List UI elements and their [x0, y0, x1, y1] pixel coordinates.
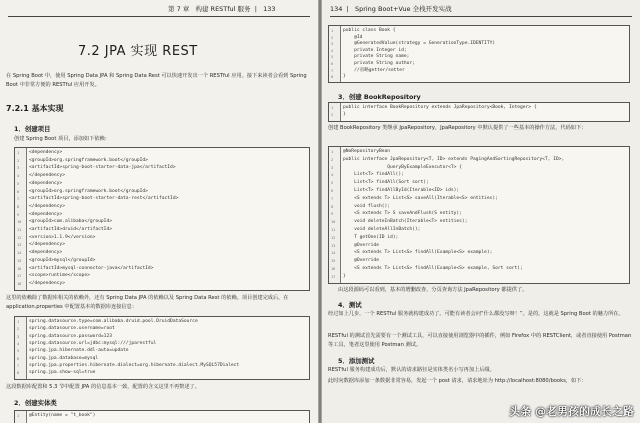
line-number: 8 — [17, 204, 20, 209]
line-number: 2 — [331, 35, 334, 40]
header-book-title: Spring Boot+Vue 全栈开发实战 — [354, 5, 452, 13]
watermark: 头条 @老男孩的成长之路 — [509, 405, 634, 418]
code-line: <S extends T> S saveAndFlush(S entity); — [343, 211, 462, 217]
properties-note: 这段数据库配置和 5.3 节中配置 JPA 的信息基本一致，配置的含义这里不再赘述了。 — [6, 384, 200, 390]
code-line: spring.jpa.hibernate.ddl-auto=update — [29, 348, 129, 354]
code-line: <scope>runtime</scope> — [29, 273, 90, 279]
code-line: <S extends T> List<S> findAll(Example<S> example); — [343, 250, 493, 256]
code-line: List<T> findAll(Sort sort); — [343, 180, 429, 186]
code-line: spring.jpa.show-sql=true — [29, 370, 96, 376]
line-number: 1 — [331, 29, 334, 33]
step2-title: 2．创建实体类 — [14, 399, 57, 407]
repository-note: 创建 BookRepository 类继承 JpaRepository，JpaRepository 中默认提供了一些基本的操作方法，代码如下： — [328, 125, 587, 131]
code-line: <version>1.1.9</version> — [29, 234, 96, 240]
code-line: } — [343, 112, 346, 117]
code-line: <dependency> — [29, 180, 63, 186]
step4-title: 4．测试 — [338, 301, 362, 309]
line-number: 8 — [331, 75, 334, 80]
step5-text2: 此时向数据库添加一条数据非常容易，发起一个 post 请求，请求地址为 http://localhost:8080/books，如下： — [328, 378, 587, 384]
code-line: spring.datasource.type=com.alibaba.druid.pool.DruidDataSource — [29, 319, 198, 324]
code-line: public interface BookRepository extends JpaRepository<Book, Integer> { — [343, 105, 537, 110]
code-line: <dependency> — [29, 211, 63, 217]
code-line: <artifactId>spring-boot-starter-data-rest</artifactId> — [29, 196, 179, 202]
line-number: 5 — [17, 349, 20, 354]
code-line: @Override — [343, 242, 379, 248]
code-line: <groupId>org.springframework.boot</groupId> — [29, 188, 148, 194]
entity-code-block — [14, 410, 310, 423]
dependencies-code-block — [14, 147, 310, 291]
line-number: 3 — [17, 334, 20, 339]
code-line: spring.jpa.database=mysql — [29, 355, 99, 361]
line-number: 17 — [17, 274, 22, 279]
line-number: 16 — [331, 267, 336, 271]
intro-paragraph: 在 Spring Boot 中，使用 Spring Data JPA 和 Spring Data Rest 可以快速开发出一个 RESTful 应用。接下来读者会看到 Spring Boot 中非常方便的 RESTful 应用开发。 — [6, 73, 307, 88]
header-page-number: 133 — [263, 5, 276, 13]
line-number: 5 — [331, 55, 334, 60]
line-number: 2 — [17, 327, 20, 332]
line-number: 6 — [17, 189, 20, 194]
properties-code-block — [14, 316, 310, 380]
line-number: 8 — [331, 204, 334, 209]
line-number: 5 — [331, 181, 334, 186]
line-number: 10 — [17, 220, 22, 225]
right-page — [322, 0, 640, 423]
line-number: 3 — [331, 42, 334, 47]
line-number: 15 — [331, 259, 336, 264]
line-number: 9 — [17, 212, 20, 217]
line-number: 6 — [331, 189, 334, 193]
code-line: } — [343, 273, 346, 279]
deps-note: 这里的依赖除了数据库相关的依赖外，还有 Spring Data JPA 的依赖以及 Spring Data Rest 的依赖。项目创建完成后，在 application.properties 中配置基本的数据库连接信息： — [6, 295, 289, 310]
line-number: 2 — [17, 158, 20, 163]
code-line: spring.datasource.password=123 — [29, 333, 112, 339]
code-line: spring.datasource.url=jdbc:mysql:///jparestful — [29, 340, 157, 346]
line-number: 7 — [331, 68, 334, 73]
header-rule — [330, 16, 632, 17]
code-line: <dependency> — [29, 150, 63, 155]
jpa-note: 由这段源码可以看到，基本的增删改查、分页查询方法 JpaRepository 都提供了。 — [338, 287, 528, 293]
code-line: </dependency> — [29, 242, 65, 248]
code-line: <artifactId>mysql-connector-java</artifactId> — [29, 265, 154, 271]
line-number: 8 — [17, 371, 20, 376]
line-number: 9 — [331, 212, 334, 217]
line-number: 1 — [17, 151, 20, 155]
line-number: 4 — [17, 174, 20, 179]
left-page-header: 第 7 章 构建 RESTful 服务 | 133 — [168, 5, 276, 13]
code-line: private Integer id; — [343, 47, 407, 53]
line-number: 13 — [17, 243, 22, 248]
line-number: 12 — [331, 235, 336, 240]
header-chapter-title: 构建 RESTful 服务 — [195, 5, 251, 13]
line-number: 6 — [17, 356, 20, 361]
section-title: 7.2 JPA 实现 REST — [78, 44, 198, 59]
code-line: QueryByExampleExecutor<T> { — [343, 164, 462, 170]
code-line: <S extends T> List<S> findAll(Example<S> example, Sort sort); — [343, 266, 523, 271]
code-line: </dependency> — [29, 173, 65, 179]
code-line: @Entity(name = "t_book") — [29, 413, 96, 418]
line-number: 7 — [17, 363, 20, 368]
line-number: 6 — [331, 62, 334, 66]
line-number: 3 — [17, 166, 20, 171]
line-number: 12 — [17, 235, 22, 240]
code-line: @NoRepositoryBean — [343, 149, 391, 154]
code-line: void flush(); — [343, 203, 391, 209]
subsection-title: 7.2.1 基本实现 — [6, 104, 64, 113]
header-rule — [8, 16, 310, 17]
line-number: 17 — [331, 274, 336, 279]
code-line: //省略getter/setter — [343, 67, 405, 73]
step4-text1: 经过如上几步，一个 RESTful 服务就构建成功了。可能有读者会问“什么都没写呀！”。是的，这就是 Spring Boot 的魅力所在。 — [328, 311, 624, 317]
code-line: <S extends T> List<S> saveAll(Iterable<S> entities); — [343, 195, 498, 201]
step1-title: 1．创建项目 — [14, 125, 51, 133]
code-line: } — [343, 74, 346, 80]
line-number: 2 — [331, 157, 334, 162]
code-line: <dependency> — [29, 250, 63, 256]
code-line: public interface JpaRepository<T, ID> extends PagingAndSortingRepository<T, ID>, — [343, 156, 565, 162]
code-line: private String author; — [343, 61, 415, 66]
line-number: 7 — [331, 196, 334, 201]
line-number: 1 — [331, 106, 334, 110]
code-line: <artifactId>druid</artifactId> — [29, 227, 112, 232]
code-line: void deleteAllInBatch(); — [343, 227, 421, 232]
code-line: private String name; — [343, 54, 410, 60]
jparepository-code-block — [328, 146, 630, 284]
code-line: @Id — [343, 34, 363, 40]
code-line: public class Book { — [343, 28, 396, 33]
header-page-number: 134 — [330, 5, 343, 13]
code-line: <groupId>org.springframework.boot</groupId> — [29, 157, 148, 163]
line-number: 4 — [17, 341, 20, 346]
code-line: @Override — [343, 258, 379, 264]
line-number: 4 — [331, 173, 334, 178]
line-number: 4 — [331, 48, 334, 53]
step3-title: 3．创建 BookRepository — [338, 93, 421, 101]
step1-text: 创建 Spring Boot 项目，添加如下依赖： — [14, 136, 110, 142]
line-number: 14 — [331, 251, 336, 256]
code-line: @GeneratedValue(strategy = GenerationType.IDENTITY) — [343, 41, 496, 47]
code-line: <artifactId>spring-boot-starter-data-jpa</artifactId> — [29, 165, 176, 171]
code-line: List<T> findAllById(Iterable<ID> ids); — [343, 188, 460, 193]
right-page-header: 134 | Spring Boot+Vue 全栈开发实战 — [330, 5, 452, 13]
code-line: void deleteInBatch(Iterable<T> entities); — [343, 219, 468, 225]
line-number: 18 — [17, 281, 22, 286]
line-number: 3 — [331, 165, 334, 170]
code-line: spring.datasource.username=root — [29, 326, 115, 332]
book-class-code-block — [328, 25, 630, 83]
line-number: 1 — [331, 150, 334, 154]
line-number: 11 — [17, 228, 22, 232]
code-line: </dependency> — [29, 203, 65, 209]
line-number: 13 — [331, 243, 336, 248]
step5-title: 5．添加测试 — [338, 357, 375, 365]
code-line: List<T> findAll(); — [343, 172, 404, 178]
code-line: </dependency> — [29, 280, 65, 286]
line-number: 11 — [331, 228, 336, 232]
line-number: 2 — [331, 113, 334, 117]
left-page — [0, 0, 318, 423]
line-number: 14 — [17, 251, 22, 256]
code-line: spring.jpa.properties.hibernate.dialect=org.hibernate.dialect.MySQL57Dialect — [29, 362, 240, 368]
line-number: 1 — [17, 414, 20, 418]
code-line: T getOne(ID id); — [343, 234, 399, 240]
step4-text2: RESTful 的测试首先需要有一个测试工具，可以直接使用浏览器中的插件，例如 Firefox 中的 RESTClient，或者直接使用 Postman 等工具，笔者这里使用 Postman 测试。 — [328, 333, 632, 348]
line-number: 15 — [17, 258, 22, 263]
code-line: <groupId>com.alibaba</groupId> — [29, 219, 112, 225]
header-chapter: 第 7 章 — [168, 5, 190, 13]
line-number: 7 — [17, 197, 20, 202]
line-number: 10 — [331, 220, 336, 225]
step5-text1: RESTful 服务构建成功后，默认的请求路径是实体类名小写再加上后缀。 — [328, 367, 495, 373]
line-number: 1 — [17, 320, 20, 324]
code-line: <groupId>mysql</groupId> — [29, 257, 96, 263]
line-number: 16 — [17, 266, 22, 271]
repository-code-block — [328, 102, 630, 122]
line-number: 5 — [17, 181, 20, 186]
